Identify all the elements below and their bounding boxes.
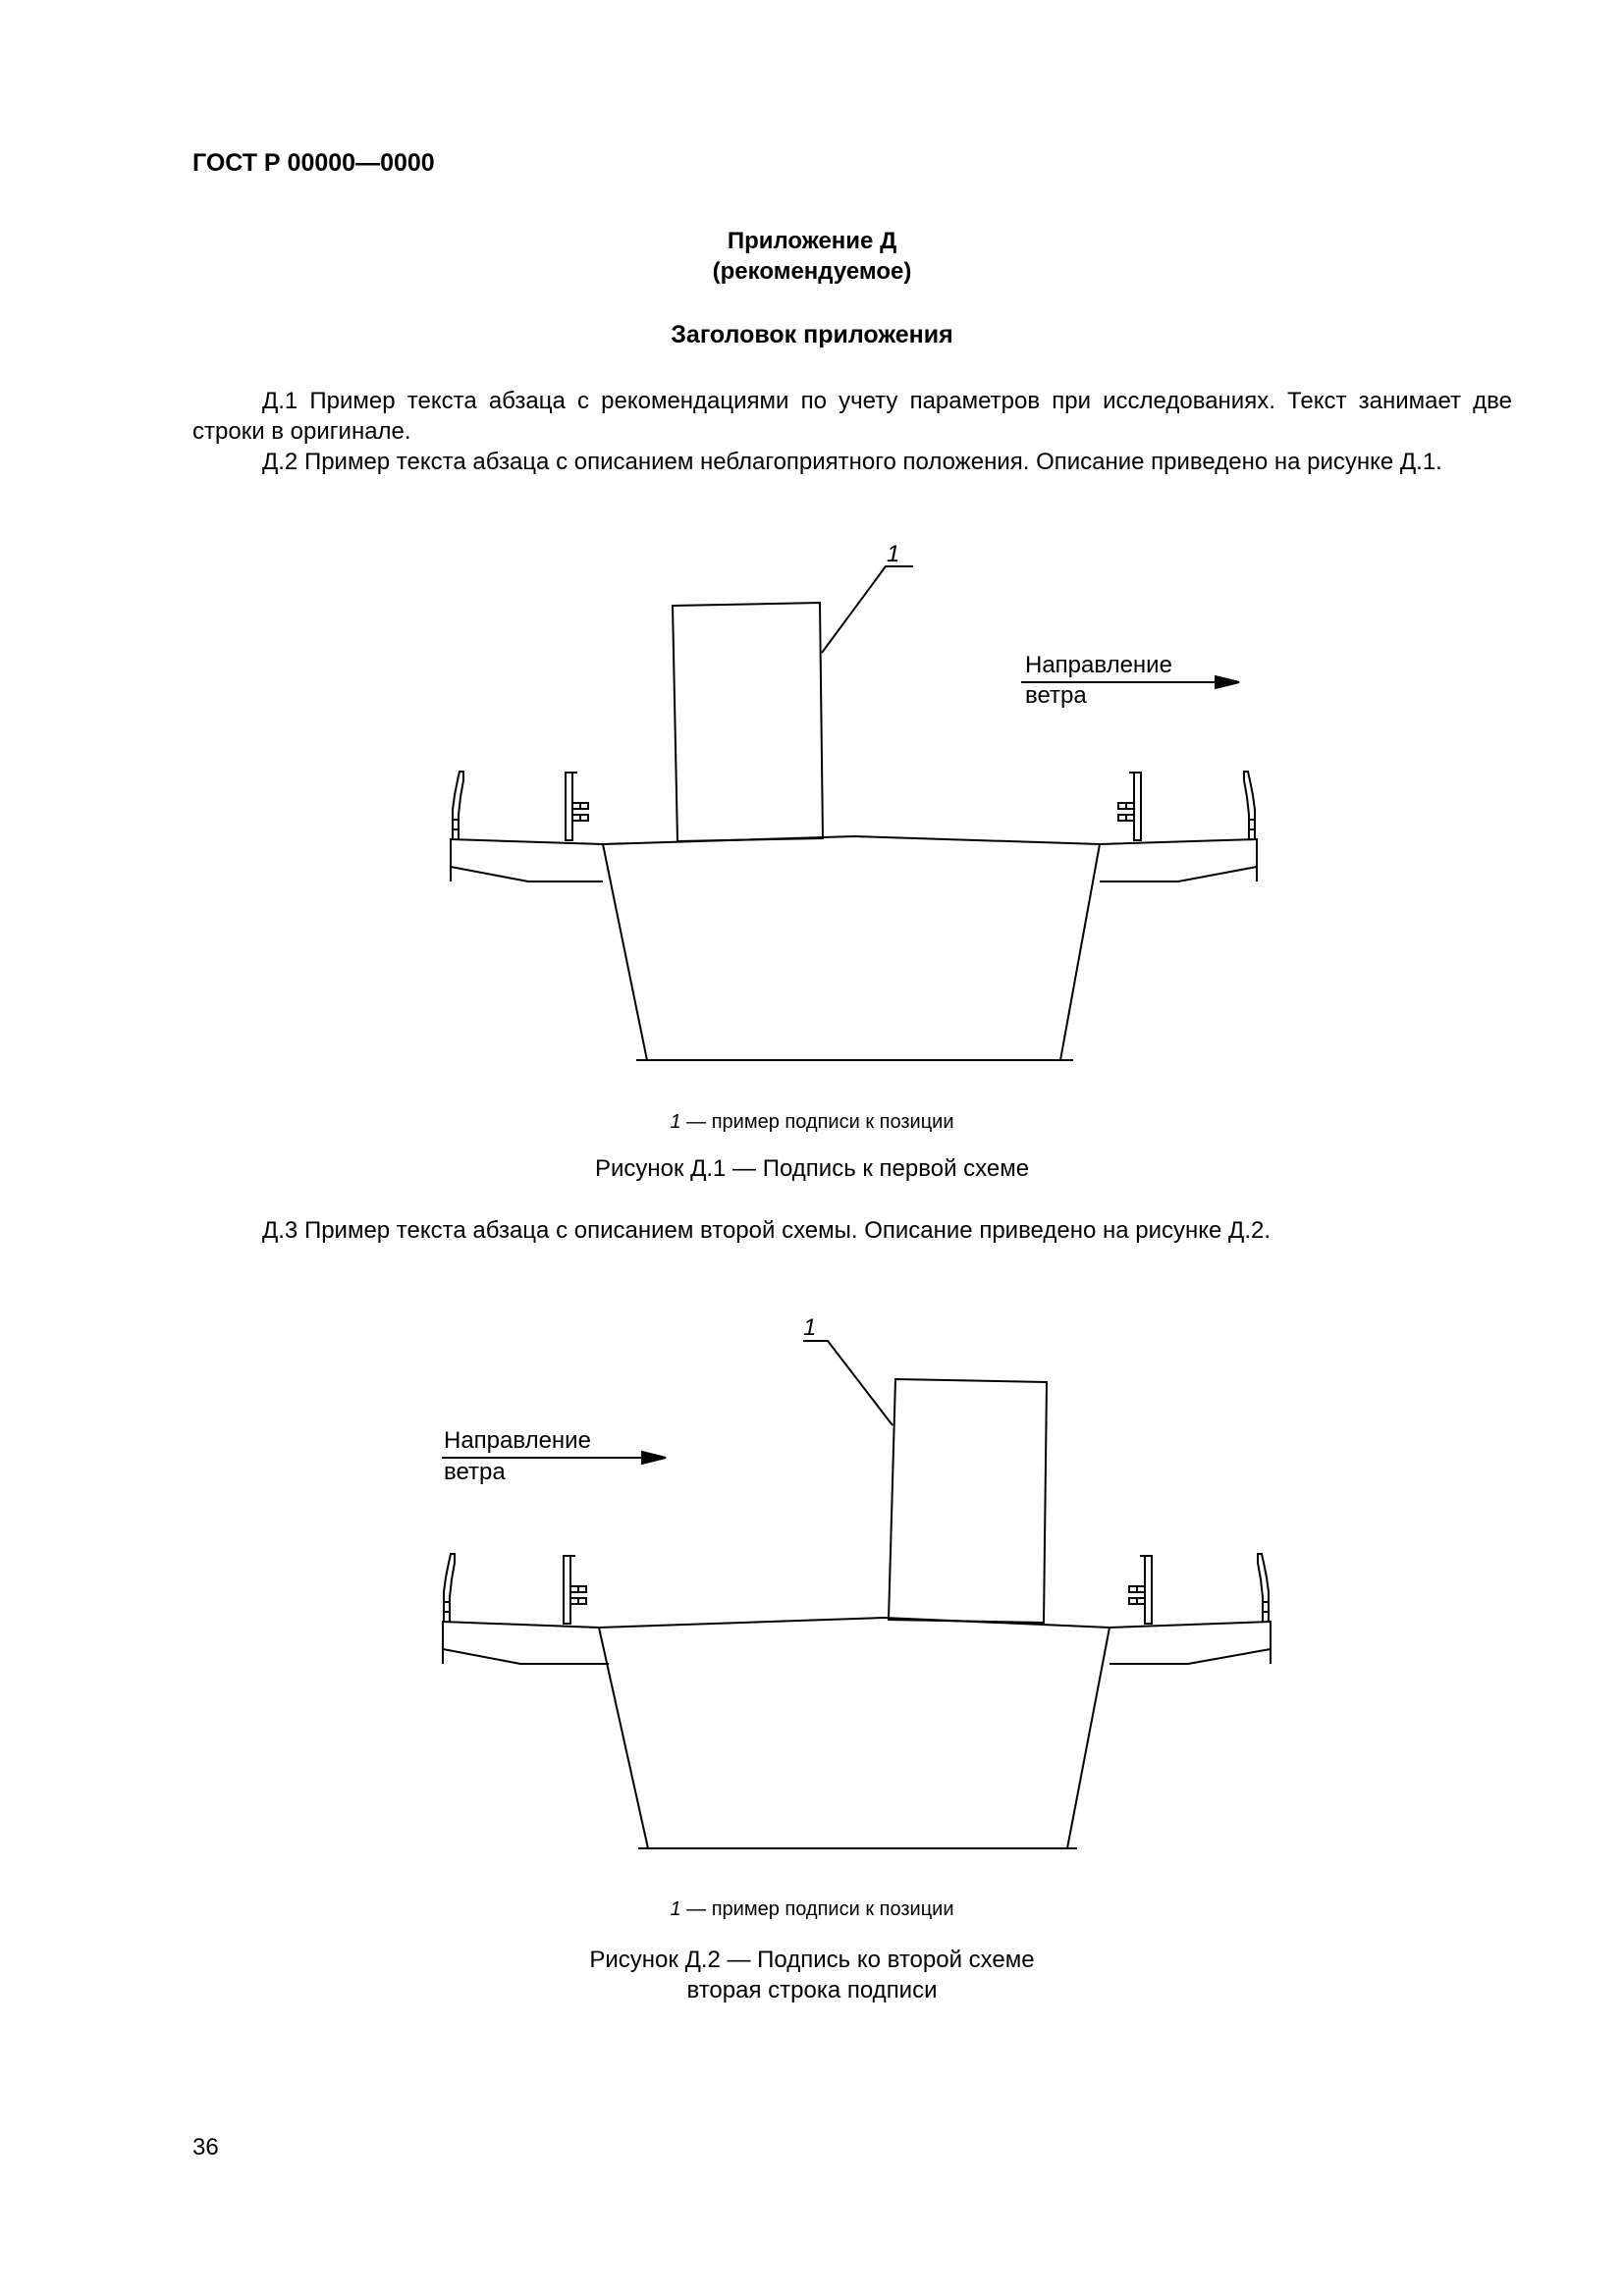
paragraph-d1: Д.1 Пример текста абзаца с рекомендациями по учету параметров при исследованиях. Текст занимает две строки в оригинале. xyxy=(192,388,1512,445)
callout-leader-2 xyxy=(803,1341,893,1425)
vehicle-column-2 xyxy=(889,1379,1047,1623)
bridge-deck-2 xyxy=(443,1618,1271,1848)
figure-1-caption: Рисунок Д.1 — Подпись к первой схеме xyxy=(594,1155,1030,1182)
legend-number-1: 1 xyxy=(670,1111,681,1133)
callout-number-2: 1 xyxy=(803,1314,817,1341)
figure-2-caption-line1: Рисунок Д.2 — Подпись ко второй схеме xyxy=(589,1947,1035,1973)
legend-number-2: 1 xyxy=(670,1898,681,1920)
appendix-status: (рекомендуемое) xyxy=(712,258,912,285)
paragraph-d2: Д.2 Пример текста абзаца с описанием неблагоприятного положения. Описание приведено на рисунке Д.1. xyxy=(262,449,1442,475)
wind-label-2-line1: Направление xyxy=(444,1427,591,1454)
wind-label-1-line2: ветра xyxy=(1025,682,1087,709)
wind-arrowhead-2 xyxy=(642,1452,666,1464)
wind-label-2-line2: ветра xyxy=(444,1459,506,1485)
paragraph-d3: Д.3 Пример текста абзаца с описанием второй схемы. Описание приведено на рисунке Д.2. xyxy=(262,1217,1271,1244)
railing-left-2 xyxy=(444,1554,455,1622)
page-number: 36 xyxy=(192,2134,219,2161)
barrier-left-2 xyxy=(564,1556,586,1624)
legend-text-2: — пример подписи к позиции xyxy=(680,1898,954,1920)
figure-2-legend xyxy=(0,1898,1624,1921)
figure-2-caption-line2: вторая строка подписи xyxy=(686,1977,938,2003)
callout-number-1: 1 xyxy=(887,541,900,567)
document-header: ГОСТ Р 00000—0000 xyxy=(192,149,435,177)
barrier-right-2 xyxy=(1129,1556,1152,1624)
appendix-title: Приложение Д xyxy=(727,228,897,254)
appendix-heading: Заголовок приложения xyxy=(671,321,953,348)
legend-text-1: — пример подписи к позиции xyxy=(680,1111,954,1133)
wind-label-1-line1: Направление xyxy=(1025,652,1172,678)
railing-right-2 xyxy=(1258,1554,1269,1622)
